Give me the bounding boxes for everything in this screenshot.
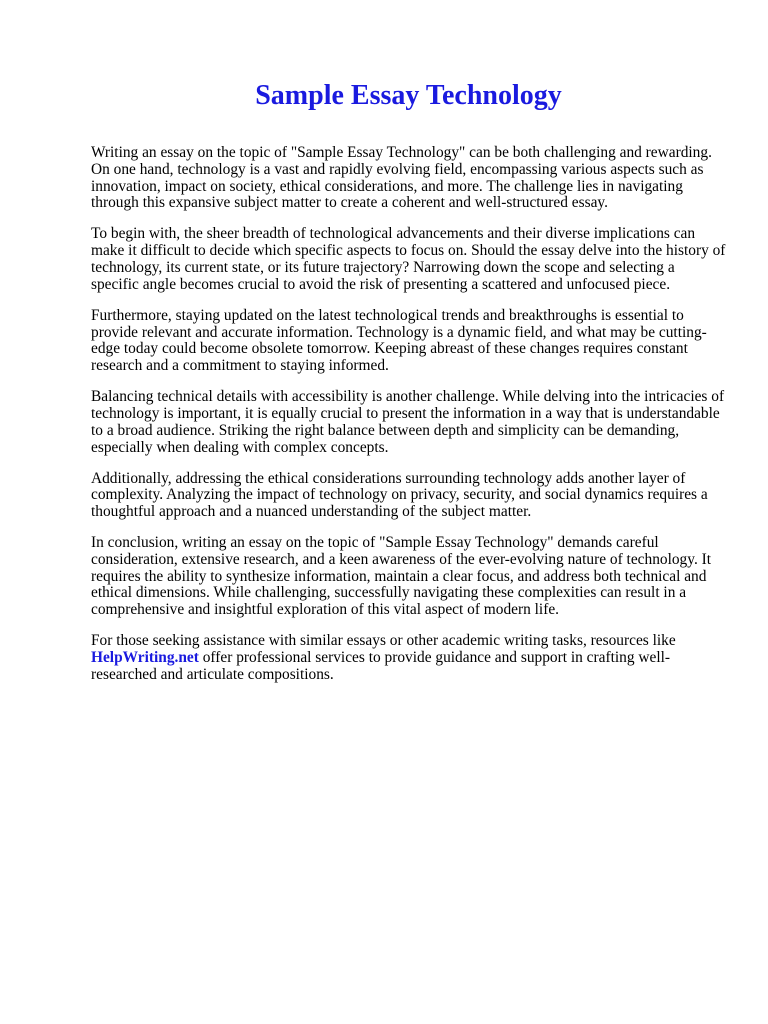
paragraph-ethics: Additionally, addressing the ethical considerations surrounding technology adds another layer of complexity. Analyzing the impact of technology on privacy, security, and social dynamics requires a thoughtful approach and a nuanced understanding of the subject matter. <box>91 469 708 521</box>
closing-text-after-link: offer professional services to provide guidance and support in crafting well-researched and articulate compositions. <box>91 649 671 683</box>
essay-body <box>91 145 726 684</box>
page-title: Sample Essay Technology <box>255 80 562 111</box>
paragraph-conclusion: In conclusion, writing an essay on the topic of "Sample Essay Technology" demands careful consideration, extensive research, and a keen awareness of the ever-evolving nature of technology. It requires the ability to synthesize information, maintain a clear focus, and address both technical and ethical dimensions. While challenging, successfully navigating these complexities can result in a comprehensive and insightful exploration of this vital aspect of modern life. <box>91 534 712 619</box>
paragraph-trends: Furthermore, staying updated on the latest technological trends and breakthroughs is essential to provide relevant and accurate information. Technology is a dynamic field, and what may be cutting-edge today could become obsolete tomorrow. Keeping abreast of these changes requires constant research and a commitment to staying informed. <box>91 306 707 375</box>
helpwriting-link[interactable]: HelpWriting.net <box>91 649 199 667</box>
paragraph-closing <box>91 633 726 683</box>
paragraph-intro: Writing an essay on the topic of "Sample Essay Technology" can be both challenging and rewarding. On one hand, technology is a vast and rapidly evolving field, encompassing various aspects such as innovation, impact on society, ethical considerations, and more. The challenge lies in navigating through this expansive subject matter to create a coherent and well-structured essay. <box>91 144 712 212</box>
paragraph-breadth: To begin with, the sheer breadth of technological advancements and their diverse implications can make it difficult to decide which specific aspects to focus on. Should the essay delve into the history of technology, its current state, or its future trajectory? Narrowing down the scope and selecting a specific angle becomes crucial to avoid the risk of presenting a scattered and unfocused piece. <box>91 225 726 293</box>
closing-text-before-link: For those seeking assistance with similar essays or other academic writing tasks, resources like <box>91 632 676 650</box>
paragraph-accessibility: Balancing technical details with accessibility is another challenge. While delving into the intricacies of technology is important, it is equally crucial to present the information in a way that is understandable to a broad audience. Striking the right balance between depth and simplicity can be demanding, especially when dealing with complex concepts. <box>91 388 725 456</box>
